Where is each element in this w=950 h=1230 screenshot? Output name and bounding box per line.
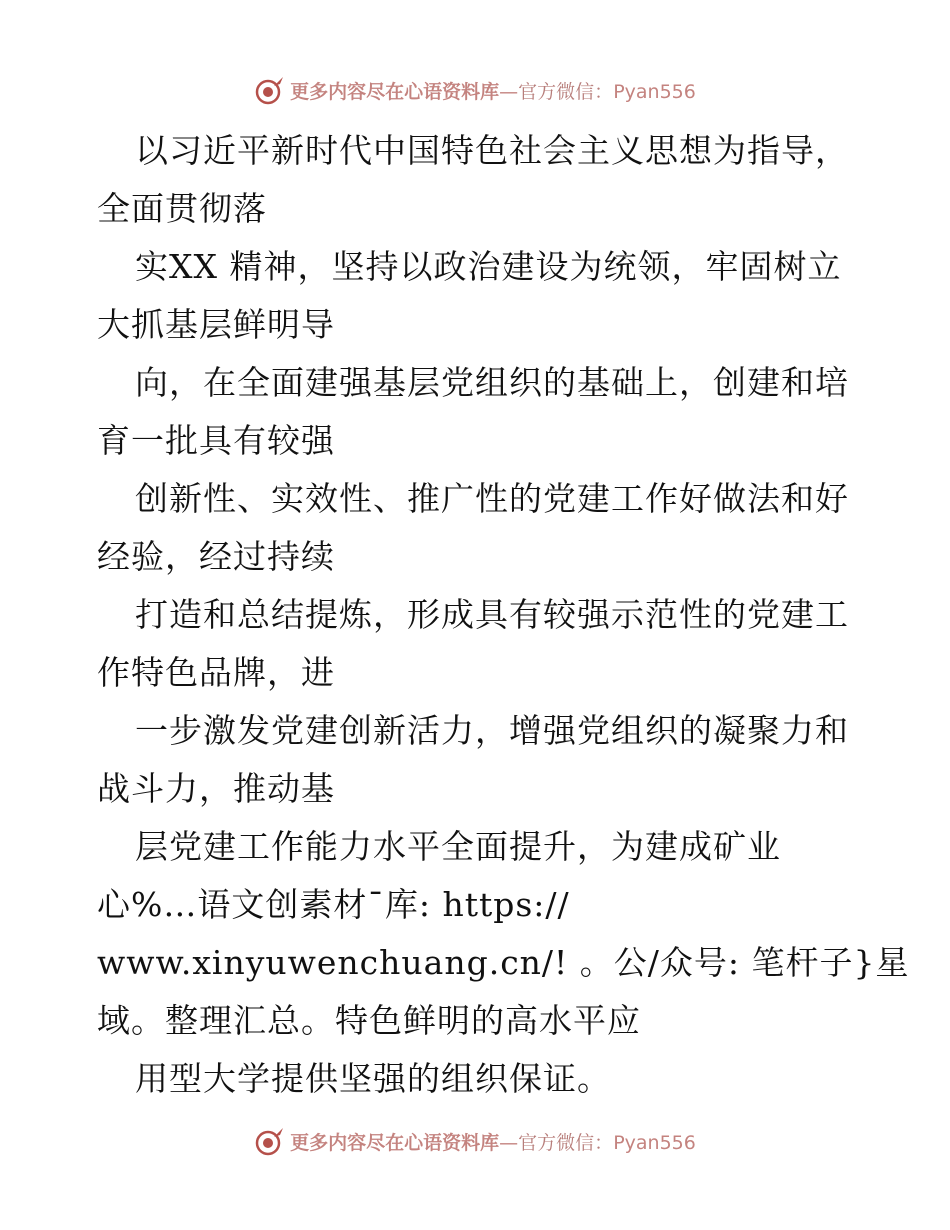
quill-logo-icon [254, 1125, 286, 1157]
body-line: 创新性、实效性、推广性的党建工作好做法和好 [135, 479, 849, 518]
body-line: 以习近平新时代中国特色社会主义思想为指导， [135, 131, 849, 170]
body-line: 层党建工作能力水平全面提升，为建成矿业 [135, 827, 781, 866]
body-line: 打造和总结提炼，形成具有较强示范性的党建工 [135, 595, 849, 634]
body-line: 全面贯彻落 [97, 189, 267, 228]
body-line: 战斗力，推动基 [97, 769, 335, 808]
header-brand-text: 更多内容尽在心语资料库 [290, 80, 500, 103]
body-line: 用型大学提供坚强的组织保证。 [135, 1059, 611, 1098]
header-separator: — [499, 80, 519, 103]
footer-brand-text: 更多内容尽在心语资料库 [290, 1131, 500, 1154]
body-line: 作特色品牌，进 [97, 653, 335, 692]
quill-logo-icon [254, 74, 286, 106]
body-line: 域。整理汇总。特色鲜明的高水平应 [97, 1001, 641, 1040]
footer-brand [290, 1128, 696, 1155]
header-official-label: 官方微信： [518, 80, 614, 103]
body-line: 实XX 精神，坚持以政治建设为统领，牢固树立 [135, 247, 842, 286]
footer-official-label: 官方微信： [518, 1131, 614, 1154]
footer-handle: Pyan556 [613, 1131, 696, 1154]
body-line: 向，在全面建强基层党组织的基础上，创建和培 [135, 363, 849, 402]
body-line: 心%…语文创素材¯库: https:// [97, 885, 570, 924]
body-line: 经验，经过持续 [97, 537, 335, 576]
body-line: 大抓基层鲜明导 [97, 305, 335, 344]
header-banner [0, 70, 950, 110]
header-handle: Pyan556 [613, 80, 696, 103]
header-brand [290, 77, 696, 104]
document-body [97, 122, 910, 1108]
body-line: 育一批具有较强 [97, 421, 335, 460]
body-line: www.xinyuwenchuang.cn/! 。公/众号: 笔杆子}星 [97, 943, 910, 982]
body-line: 一步激发党建创新活力，增强党组织的凝聚力和 [135, 711, 849, 750]
footer-banner [0, 1121, 950, 1161]
footer-separator: — [499, 1131, 519, 1154]
